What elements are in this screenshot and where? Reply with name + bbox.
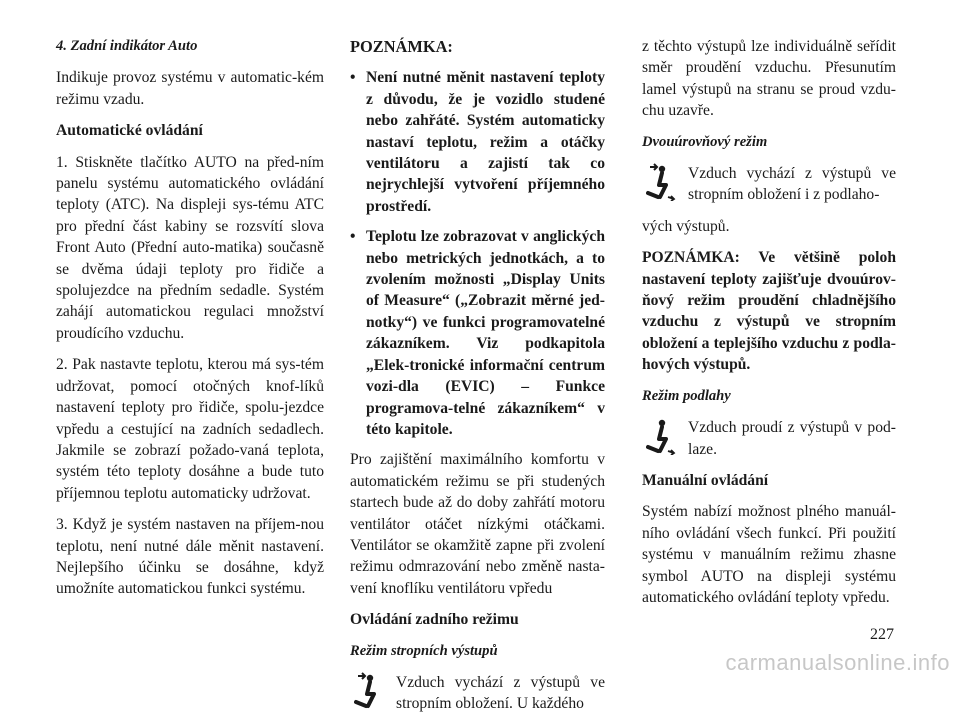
manual-control-heading: Manuální ovládání — [642, 471, 769, 489]
note-bullet: • Teplotu lze zobrazovat v anglických nebo metrických jednotkách, a to zvolením možnosti „Display Units of Measure“ („Zobrazit měrné jed-notky“) ve funkci programovatelné zákazníkem. Viz podkapitola „Elek-tronické informační centrum vozi-dla (EVIC) – Funkce programova-telné zákazníkem“ v této kapitole. — [350, 226, 605, 440]
floor-mode-row — [642, 417, 896, 460]
paragraph: Indikuje provoz systému v automatic-kém režimu vzadu. — [56, 69, 324, 108]
rear-auto-indicator-heading: 4. Zadní indikátor Auto — [56, 38, 198, 54]
paragraph: Pro zajištění maximálního komfortu v automatickém režimu se při studených startech bude až do doby zahřátí motoru ventilátor otáčet nízkými otáčkami. Ventilátor se okamžitě zapne při zvolení režimu odmrazování nebo změně nasta-vení knoflíku ventilátoru vpředu — [350, 451, 605, 597]
paragraph: 1. Stiskněte tlačítko AUTO na před-ním panelu systému automatického ovládání teploty (ATC). Na displeji sys-tému ATC pro přední část kabiny se rozsvítí slova Front Auto (Přední auto-matika) současně se dvěma údaji teploty pro řidiče a spolujezdce na předním sedadle. Systém zahájí automatickou regulaci množství proudícího vzduchu. — [56, 153, 324, 342]
ceiling-mode-row — [350, 672, 605, 715]
watermark: carmanualsonline.info — [725, 650, 950, 675]
column-middle — [350, 36, 605, 725]
paragraph: 2. Pak nastavte teplotu, kterou má sys-tém udržovat, pomocí otočných knof-líků nastavení teploty pro řidiče, spolu-jezdce vpředu a cestující na zadních sedadlech. Jakmile se zobrazí požado-vaná teplota, systém této teploty dosáhne a bude tuto příjemnou teplotu automaticky udržovat. — [56, 356, 324, 502]
automatic-control-heading: Automatické ovládání — [56, 122, 203, 140]
floor-mode-icon — [642, 417, 688, 457]
paragraph: Systém nabízí možnost plného manuál-ního ovládání všech funkcí. Při použití systému v manuálním režimu zhasne symbol AUTO na displeji systému automatického ovládání teploty vpředu. — [642, 503, 896, 606]
paragraph: z těchto výstupů lze individuálně seřídit směr proudění vzduchu. Přesunutím lamel výstupů na stranu se proud vzdu-chu uzavře. — [642, 38, 896, 120]
note-paragraph: POZNÁMKA: Ve většině poloh nastavení teploty zajišťuje dvouúrov-ňový režim proudění chladnějšího vzduchu z výstupů ve stropním obložení a teplejšího vzduchu z podla-hových výstupů. — [642, 249, 896, 374]
note-title: POZNÁMKA: — [350, 37, 453, 56]
floor-mode-heading: Režim podlahy — [642, 387, 731, 404]
bilevel-mode-text: Vzduch vychází z výstupů ve stropním obložení i z podlaho- — [688, 165, 896, 204]
page-number: 227 — [870, 626, 894, 643]
column-left — [56, 36, 324, 610]
bilevel-mode-heading: Dvouúrovňový režim — [642, 133, 768, 150]
bilevel-mode-icon — [642, 163, 688, 203]
ceiling-mode-text: Vzduch vychází z výstupů ve stropním obložení. U každého — [396, 673, 605, 713]
note-list — [350, 67, 605, 440]
column-right — [642, 36, 896, 618]
paragraph: 3. Když je systém nastaven na příjem-nou teplotu, není nutné dále měnit nastavení. Nejlepšího účinku se dosáhne, když umožníte automatickou funkci systému. — [56, 516, 324, 598]
floor-mode-text: Vzduch proudí z výstupů v pod-laze. — [688, 419, 896, 458]
rear-mode-control-heading: Ovládání zadního režimu — [350, 611, 519, 629]
bilevel-mode-text-tail: vých výstupů. — [642, 217, 730, 235]
note-bullet: • Není nutné měnit nastavení teploty z důvodu, že je vozidlo studené nebo zahřáté. Systém automaticky nastaví teplotu, režim a otáčky ventilátoru a zajistí tak co nejrychlejší vytvoření příjemného prostředí. — [350, 67, 605, 217]
bilevel-mode-row — [642, 163, 896, 206]
ceiling-vent-mode-heading: Režim stropních výstupů — [350, 642, 498, 659]
